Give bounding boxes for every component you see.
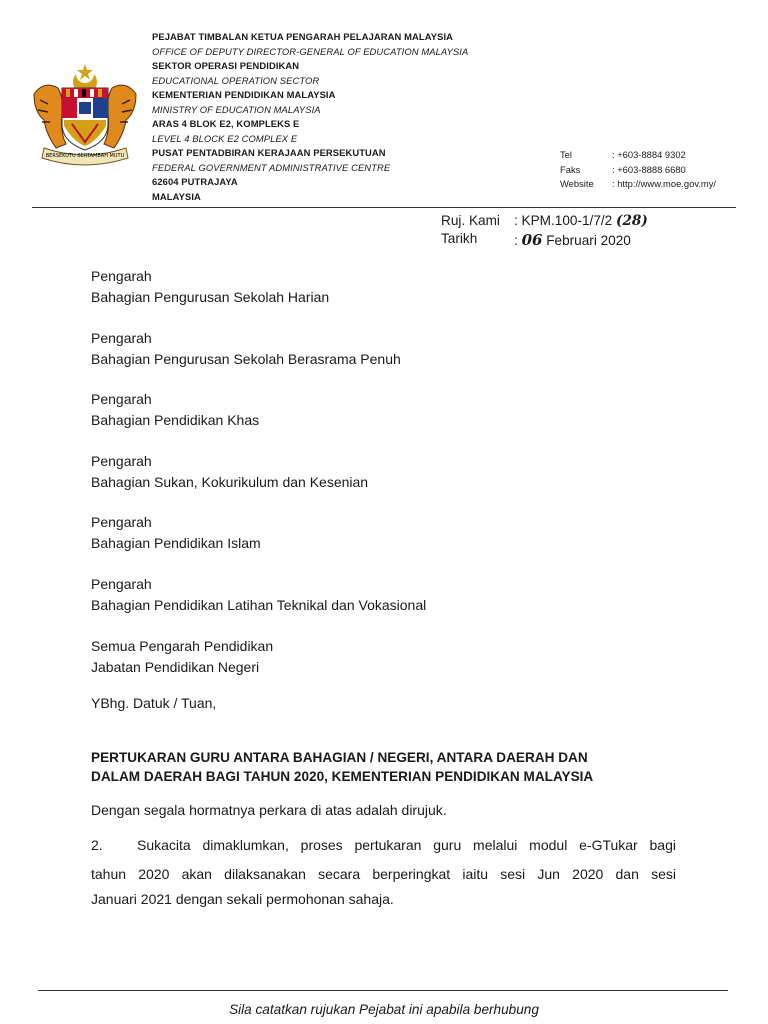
recipient-division: Jabatan Pendidikan Negeri [91,659,260,675]
website-label: Website [560,178,594,189]
recipient-division: Bahagian Sukan, Kokurikulum dan Kesenian [91,474,369,490]
paragraph-2-number: 2. [91,837,103,853]
subject-line-1: PERTUKARAN GURU ANTARA BAHAGIAN / NEGERI, ANTARA DAERAH DAN [91,750,588,765]
paragraph-2-line-2: tahun 2020 akan dilaksanakan secara berperingkat iaitu sesi Jun 2020 dan sesi [91,866,676,882]
recipient-division: Bahagian Pendidikan Latihan Teknikal dan Vokasional [91,597,427,613]
recipient-block-5 [91,512,261,554]
date-colon: : [514,233,518,248]
fax-label: Faks [560,163,581,175]
letterhead-line-10: FEDERAL GOVERNMENT ADMINISTRATIVE CENTRE [152,161,391,173]
recipient-division: Bahagian Pendidikan Islam [91,535,261,551]
recipient-title: Semua Pengarah Pendidikan [91,638,274,654]
letterhead-line-8: LEVEL 4 BLOCK E2 COMPLEX E [152,132,298,144]
recipient-block-1 [91,266,329,308]
letterhead-line-9: PUSAT PENTADBIRAN KERAJAAN PERSEKUTUAN [152,147,386,158]
letterhead-line-7: ARAS 4 BLOK E2, KOMPLEKS E [152,118,300,129]
reference-number: : KPM.100-1/7/2 [514,213,613,228]
letterhead-line-3: SEKTOR OPERASI PENDIDIKAN [152,60,300,71]
recipient-division: Bahagian Pendidikan Khas [91,412,260,428]
date-day-handwritten: 06 [521,231,543,249]
letterhead-line-11: 62604 PUTRAJAYA [152,176,238,187]
date-label: Tarikh [441,231,478,246]
letterhead-line-12: MALAYSIA [152,190,201,202]
paragraph-2-line-3: Januari 2021 dengan sekali permohonan sahaja. [91,891,394,907]
reference-handwritten: (28) [616,213,648,229]
recipient-division: Bahagian Pengurusan Sekolah Berasrama Penuh [91,351,401,367]
recipient-block-4 [91,451,368,493]
subject-heading [91,748,593,786]
recipient-title: Pengarah [91,330,152,346]
reference-value [514,213,648,229]
letterhead-divider [32,207,736,208]
recipient-block-6 [91,574,426,616]
paragraph-2-line-1: Sukacita dimaklumkan, proses pertukaran guru melalui modul e-GTukar bagi [137,837,676,853]
paragraph-1: Dengan segala hormatnya perkara di atas adalah dirujuk. [91,802,447,818]
salutation: YBhg. Datuk / Tuan, [91,695,217,711]
recipient-block-3 [91,389,259,431]
letterhead-line-1: PEJABAT TIMBALAN KETUA PENGARAH PELAJARAN MALAYSIA [152,31,454,42]
recipient-title: Pengarah [91,453,152,469]
letterhead-line-5: KEMENTERIAN PENDIDIKAN MALAYSIA [152,89,336,100]
coat-of-arms-logo [26,60,144,168]
letterhead-line-4: EDUCATIONAL OPERATION SECTOR [152,74,320,86]
date-month-year: Februari 2020 [546,233,631,248]
recipient-title: Pengarah [91,576,152,592]
recipient-block-2 [91,328,401,370]
website-link[interactable]: : http://www.moe.gov.my/ [612,178,717,189]
date-value [514,231,631,249]
reference-label: Ruj. Kami [441,213,500,228]
tel-label: Tel [560,149,572,160]
recipient-title: Pengarah [91,514,152,530]
subject-line-2: DALAM DAERAH BAGI TAHUN 2020, KEMENTERIAN PENDIDIKAN MALAYSIA [91,769,594,784]
recipient-title: Pengarah [91,391,152,407]
tel-value: : +603-8884 9302 [612,149,686,160]
fax-value: : +603-8888 6680 [612,163,686,175]
recipient-block-7 [91,636,273,678]
letterhead-line-6: MINISTRY OF EDUCATION MALAYSIA [152,103,321,115]
letterhead-line-2: OFFICE OF DEPUTY DIRECTOR-GENERAL OF EDUCATION MALAYSIA [152,45,469,57]
crest-motto: BERSEKUTU BERTAMBAH MUTU [45,153,125,159]
recipient-division: Bahagian Pengurusan Sekolah Harian [91,289,330,305]
recipient-title: Pengarah [91,268,152,284]
crest-icon [26,60,144,168]
footer-divider [38,990,728,991]
footer-note: Sila catatkan rujukan Pejabat ini apabila berhubung [229,1002,539,1017]
